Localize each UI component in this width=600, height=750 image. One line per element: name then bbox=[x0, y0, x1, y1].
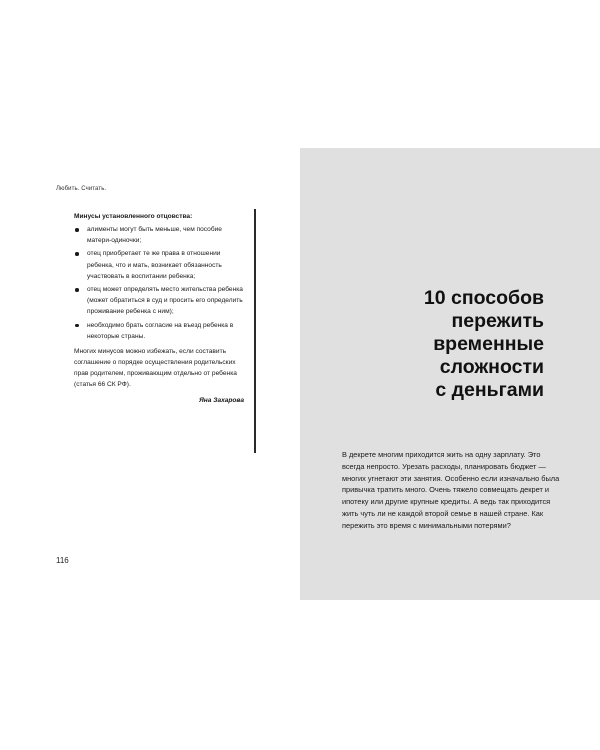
title-line: пережить bbox=[451, 310, 544, 332]
list-item-text: отец приобретает те же права в отношении ребенка, что и мать, возникает обязанность участвовать в воспитании ребенка; bbox=[87, 250, 222, 280]
chapter-title bbox=[304, 287, 544, 402]
bullet-icon bbox=[75, 324, 79, 328]
left-page bbox=[0, 148, 300, 600]
list-item bbox=[74, 224, 244, 246]
running-head: Любить. Считать. bbox=[56, 186, 107, 192]
sidebar-paragraph: Многих минусов можно избежать, если составить соглашение о порядке осуществления родительских прав родителем, проживающим отдельно от ребенка (статья 66 СК РФ). bbox=[74, 348, 237, 389]
title-line: временные bbox=[433, 333, 544, 355]
right-page bbox=[300, 148, 600, 600]
list-item-text: необходимо брать согласие на въезд ребенка в некоторые страны. bbox=[87, 321, 234, 340]
list-item-text: алименты могут быть меньше, чем пособие матери-одиночки; bbox=[87, 226, 222, 245]
list-item bbox=[74, 320, 244, 342]
intro-paragraph: В декрете многим приходится жить на одну зарплату. Это всегда непросто. Урезать расходы, планировать бюджет — многих угнетают эти занятия. Особенно если изначально была привычка тратить много. Очень тяжело совмещать декрет и ипотеку или другие крупные кредиты. А ведь так приходится жить чуть ли не каждой второй семье в нашей стране. Как пережить это время с минимальными потерями? bbox=[342, 450, 560, 530]
list-item-text: отец может определять место жительства ребенка (может обратиться в суд и просить его определить проживание ребенка с ним); bbox=[87, 286, 243, 316]
page-number: 116 bbox=[56, 556, 69, 565]
title-line: сложности bbox=[439, 356, 544, 378]
sidebar-author: Яна Захарова bbox=[198, 397, 244, 405]
list-item bbox=[74, 248, 244, 282]
title-line: с деньгами bbox=[435, 379, 544, 401]
bullet-icon bbox=[75, 288, 79, 292]
list-item bbox=[74, 284, 244, 318]
title-line: 10 способов bbox=[423, 287, 544, 309]
bullet-icon bbox=[75, 228, 79, 232]
sidebar-heading: Минусы установленного отцовства: bbox=[74, 213, 193, 220]
bullet-icon bbox=[75, 252, 79, 256]
minus-list bbox=[74, 224, 244, 342]
sidebar-box bbox=[64, 209, 256, 453]
